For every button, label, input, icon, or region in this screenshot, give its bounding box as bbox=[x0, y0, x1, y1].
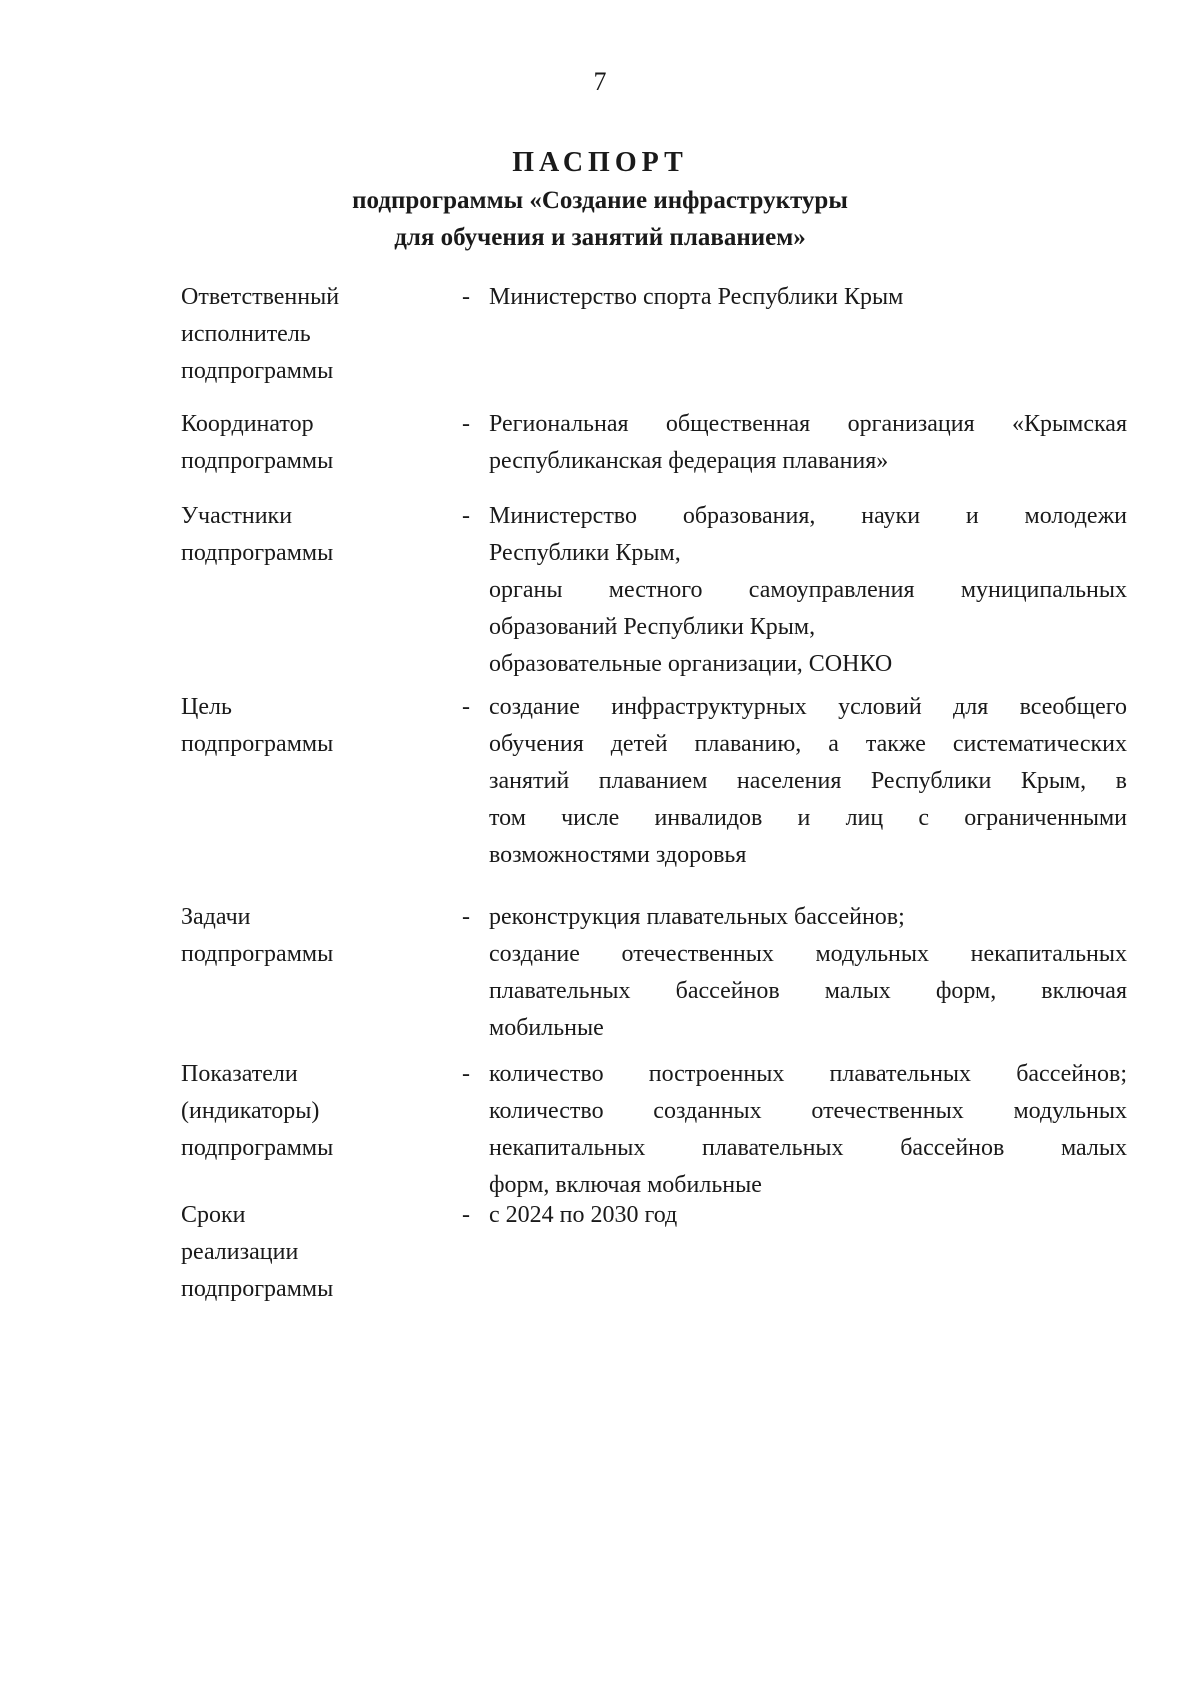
section-dash: - bbox=[462, 904, 470, 930]
title-subtitle-line-1: подпрограммы «Создание инфраструктуры bbox=[352, 187, 848, 214]
value-line: создание отечественных модульных некапитальных bbox=[489, 941, 1127, 967]
section-dash: - bbox=[462, 1202, 470, 1228]
section-dash: - bbox=[462, 694, 470, 720]
label-line: подпрограммы bbox=[181, 941, 334, 967]
section-value bbox=[489, 689, 1127, 874]
section-dash: - bbox=[462, 1061, 470, 1087]
label-line: Цель bbox=[181, 694, 232, 720]
value-line: Республики Крым, bbox=[489, 540, 681, 566]
label-line: подпрограммы bbox=[181, 540, 334, 566]
label-line: подпрограммы bbox=[181, 731, 334, 757]
value-line: плавательных бассейнов малых форм, включая bbox=[489, 978, 1127, 1004]
label-line: Участники bbox=[181, 503, 293, 529]
label-line: исполнитель bbox=[181, 321, 311, 347]
value-line: занятий плаванием населения Республики Крым, в bbox=[489, 768, 1127, 794]
value-line: образовательные организации, СОНКО bbox=[489, 651, 893, 677]
label-line: подпрограммы bbox=[181, 358, 334, 384]
section-dash: - bbox=[462, 284, 470, 310]
value-line: реконструкция плавательных бассейнов; bbox=[489, 904, 905, 930]
value-line: Министерство спорта Республики Крым bbox=[489, 284, 904, 310]
section-dash: - bbox=[462, 503, 470, 529]
section-label bbox=[181, 899, 441, 973]
title-main: ПАСПОРТ bbox=[512, 147, 688, 178]
label-line: Ответственный bbox=[181, 284, 340, 310]
section-label bbox=[181, 1056, 441, 1167]
label-line: реализации bbox=[181, 1239, 299, 1265]
value-line: создание инфраструктурных условий для всеобщего bbox=[489, 694, 1127, 720]
section-value bbox=[489, 1056, 1127, 1204]
value-line: некапитальных плавательных бассейнов малых bbox=[489, 1135, 1127, 1161]
value-line: Региональная общественная организация «Крымская bbox=[489, 411, 1127, 437]
value-line: форм, включая мобильные bbox=[489, 1172, 762, 1198]
value-line: республиканская федерация плавания» bbox=[489, 448, 889, 474]
label-line: (индикаторы) bbox=[181, 1098, 320, 1124]
value-line: том числе инвалидов и лиц с ограниченными bbox=[489, 805, 1127, 831]
section-value bbox=[489, 899, 1127, 1047]
passport-title bbox=[0, 146, 1200, 256]
value-line: количество построенных плавательных бассейнов; bbox=[489, 1061, 1127, 1087]
section-dash: - bbox=[462, 411, 470, 437]
section-label bbox=[181, 498, 441, 572]
label-line: Показатели bbox=[181, 1061, 298, 1087]
value-line: органы местного самоуправления муниципальных bbox=[489, 577, 1127, 603]
page-number: 7 bbox=[593, 67, 607, 96]
section-value bbox=[489, 406, 1127, 480]
value-line: Министерство образования, науки и молодежи bbox=[489, 503, 1127, 529]
label-line: Сроки bbox=[181, 1202, 246, 1228]
section-label bbox=[181, 406, 441, 480]
value-line: образований Республики Крым, bbox=[489, 614, 816, 640]
section-label bbox=[181, 1197, 441, 1308]
title-subtitle-line-2: для обучения и занятий плаванием» bbox=[394, 224, 806, 251]
value-line: с 2024 по 2030 год bbox=[489, 1202, 678, 1228]
label-line: подпрограммы bbox=[181, 1135, 334, 1161]
section-value bbox=[489, 279, 1127, 316]
label-line: Координатор bbox=[181, 411, 314, 437]
label-line: Задачи bbox=[181, 904, 251, 930]
value-line: мобильные bbox=[489, 1015, 604, 1041]
value-line: обучения детей плаванию, а также систематических bbox=[489, 731, 1127, 757]
label-line: подпрограммы bbox=[181, 448, 334, 474]
section-value bbox=[489, 1197, 1127, 1234]
label-line: подпрограммы bbox=[181, 1276, 334, 1302]
value-line: возможностями здоровья bbox=[489, 842, 747, 868]
section-label bbox=[181, 279, 441, 390]
section-label bbox=[181, 689, 441, 763]
section-value bbox=[489, 498, 1127, 683]
value-line: количество созданных отечественных модульных bbox=[489, 1098, 1127, 1124]
